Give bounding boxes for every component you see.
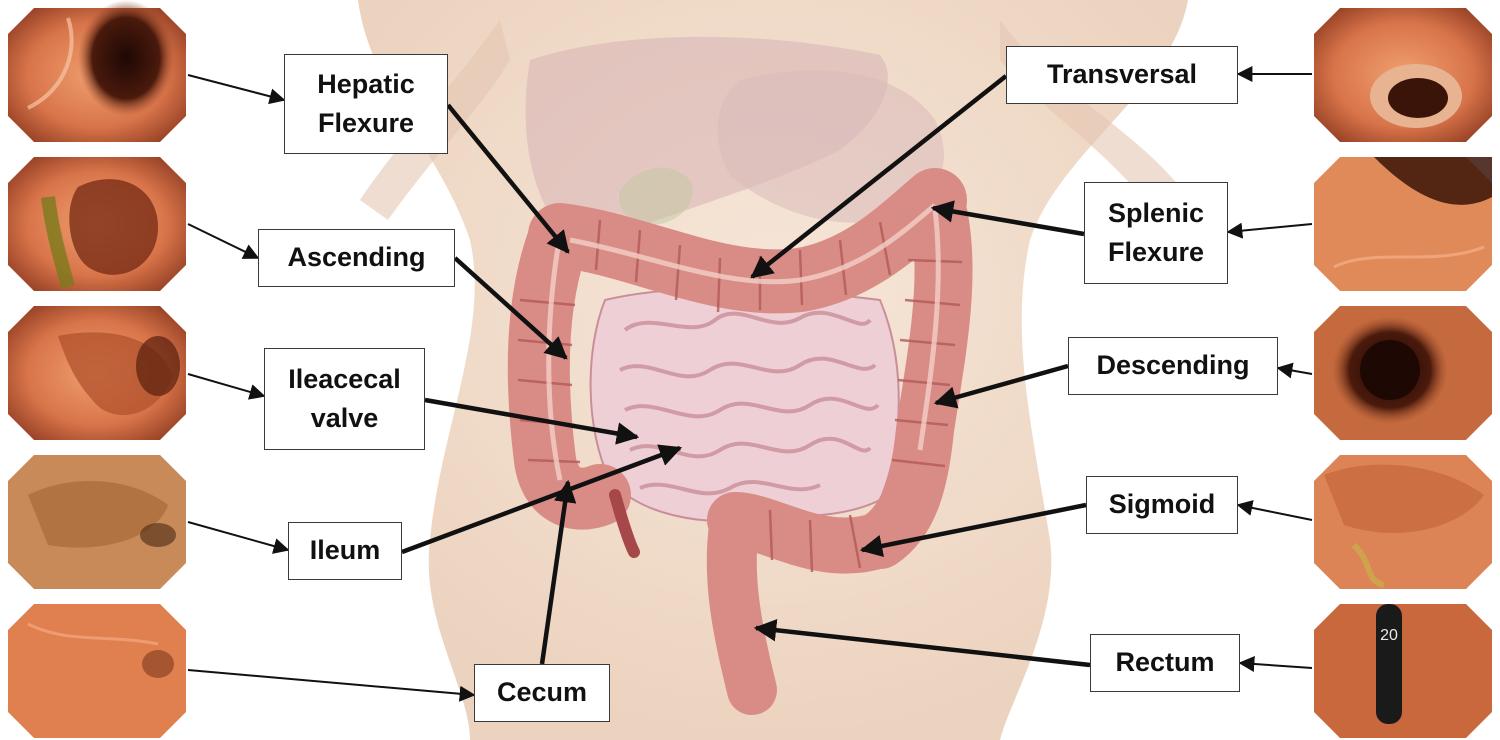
thumbnail-splenic-flexure (1314, 157, 1492, 291)
label-splenic-line1: Splenic (1107, 197, 1204, 228)
endoscope-scale-text: 20 (1380, 627, 1398, 644)
label-hepatic-flexure (284, 54, 448, 154)
rectum (732, 520, 752, 690)
thumbnail-transversal (1314, 8, 1492, 142)
connector-ileacecal-thumb (188, 374, 264, 396)
label-ileum-text: Ileum (309, 535, 381, 566)
label-ascending (258, 229, 455, 287)
connector-ascending-thumb (188, 224, 258, 258)
connector-rectum-thumb (1240, 663, 1312, 668)
thumbnail-ileacecal-valve (8, 306, 186, 440)
label-sigmoid (1086, 476, 1238, 534)
connector-hepatic-flexure-thumb (188, 75, 284, 100)
thumbnail-sigmoid (1314, 455, 1492, 589)
label-descending-text: Descending (1096, 350, 1250, 381)
label-ileacecal-line2: valve (310, 403, 379, 433)
label-ileacecal-valve (264, 348, 425, 450)
label-ileum (288, 522, 402, 580)
thumbnail-descending (1314, 306, 1492, 440)
thumbnail-hepatic-flexure (8, 0, 186, 142)
connector-sigmoid-thumb (1238, 505, 1312, 520)
label-cecum (474, 664, 610, 722)
thumbnail-cecum (8, 604, 186, 738)
label-rectum-text: Rectum (1115, 647, 1215, 678)
thumbnail-rectum (1314, 604, 1492, 738)
label-descending (1068, 337, 1278, 395)
endoscope-shaft (1376, 604, 1402, 724)
label-ileacecal-line1: Ileacecal (288, 363, 401, 394)
thumbnail-ascending (8, 157, 186, 291)
label-hepatic-flexure-line2: Flexure (317, 108, 415, 138)
label-hepatic-flexure-line1: Hepatic (317, 68, 415, 99)
label-transversal-text: Transversal (1046, 59, 1198, 90)
connector-descending-thumb (1278, 368, 1312, 374)
connector-cecum-thumb (188, 670, 474, 695)
connector-ileum-thumb (188, 522, 288, 550)
thumbnail-ileum (8, 455, 186, 589)
label-splenic-line2: Flexure (1107, 237, 1205, 267)
label-transversal (1006, 46, 1238, 104)
label-splenic-flexure (1084, 182, 1228, 284)
connector-splenic-thumb (1228, 224, 1312, 232)
label-rectum (1090, 634, 1240, 692)
label-ascending-text: Ascending (287, 242, 426, 273)
label-cecum-text: Cecum (496, 677, 588, 708)
label-sigmoid-text: Sigmoid (1108, 489, 1216, 520)
